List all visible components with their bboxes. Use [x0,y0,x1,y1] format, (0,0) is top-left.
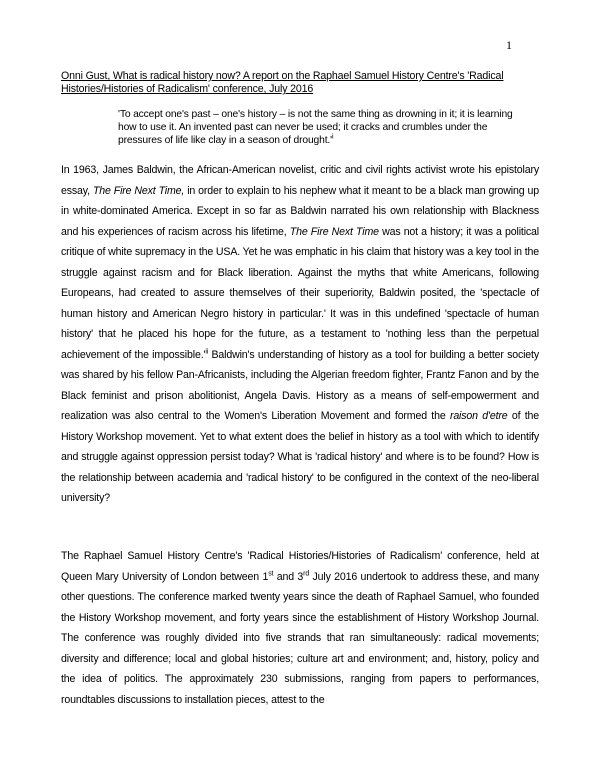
p1-text-3: was not a history; it was a political critique of white supremacy in the USA. Yet he was emphatic in his claim that history was a key tool in the struggle against racism and for Black liberation. Against the myths that white Americans, following Europeans, had created to assure themselves of their superiority, Baldwin posited, the 'spectacle of human history and American Negro history in particular.' It was in this undefined 'spectacle of human history' that he placed his hope for the future, as a testament to 'nothing less than the perpetual achievement of the impossible.' [61,225,539,361]
p2-text-3: July 2016 undertook to address these, and many other questions. The conference marked twenty years since the death of Raphael Samuel, who founded the History Workshop movement, and forty years since the establishment of History Workshop Journal. The conference was roughly divided into five strands that ran simultaneously: radical movements; diversity and difference; local and global histories; culture art and environment; and, history, policy and the idea of politics. The approximately 230 submissions, ranging from papers to performances, roundtables discussions to installation pieces, attest to the [61,570,540,706]
page-number: 1 [506,38,512,52]
report-title: What is radical history now? A report on the Raphael Samuel History Centre's 'Radical Histories/Histories of Radicalism' conference, July 2016 [61,70,504,95]
p1-text-1: In 1963, James Baldwin, the African-American novelist, critic and civil rights activist wrote his epistolary essay, [61,164,539,197]
p1-italic-phrase: raison d'etre [449,410,508,422]
p1-text-4: Baldwin's understanding of history as a tool for building a better society was shared by his fellow Pan-Africanists, including the Algerian freedom fighter, Frantz Fanon and by the Black feminist and prison abolitionist, Angela Davis. History as a means of self-empowerment and realization was also central to the Women's Liberation Movement and formed the [61,348,539,422]
author-name: Onni Gust, [61,70,111,82]
p2-text-1: The Raphael Samuel History Centre's 'Radical Histories/Histories of Radicalism' conference, held at Queen Mary University of London between 1 [61,550,539,583]
p1-italic-title-2: The Fire Next Time [289,225,379,238]
p1-italic-title-1: The Fire Next Time, [92,184,185,197]
paragraph-1 [61,160,539,509]
p1-text-2: in order to explain to his nephew what it meant to be a black man growing up in white-dominated America. Except in so far as Baldwin narrated his own relationship with Blackness and his experiences of racism across his lifetime, [61,184,539,238]
p1-text-5: of the History Workshop movement. Yet to what extent does the belief in history as a tool with which to identify and struggle against oppression persist today? What is 'radical history' and where is to be found? How is the relationship between academia and 'radical history' to be configured in the context of the neo-liberal university? [61,410,539,504]
paragraph-2 [61,546,539,710]
ordinal-rd: rd [303,569,310,577]
report-heading [61,70,531,96]
epigraph-quote [118,108,528,147]
epigraph-text: 'To accept one's past – one's history – is not the same thing as drowning in it; it is learning how to use it. An invented past can never be used; it cracks and crumbles under the pressures of life like clay in a season of drought.' [118,109,513,146]
p2-text-2: and 3 [273,570,304,583]
footnote-marker-ii: ii [205,347,209,355]
footnote-marker-i: i [331,133,334,141]
ordinal-st: st [268,569,274,577]
